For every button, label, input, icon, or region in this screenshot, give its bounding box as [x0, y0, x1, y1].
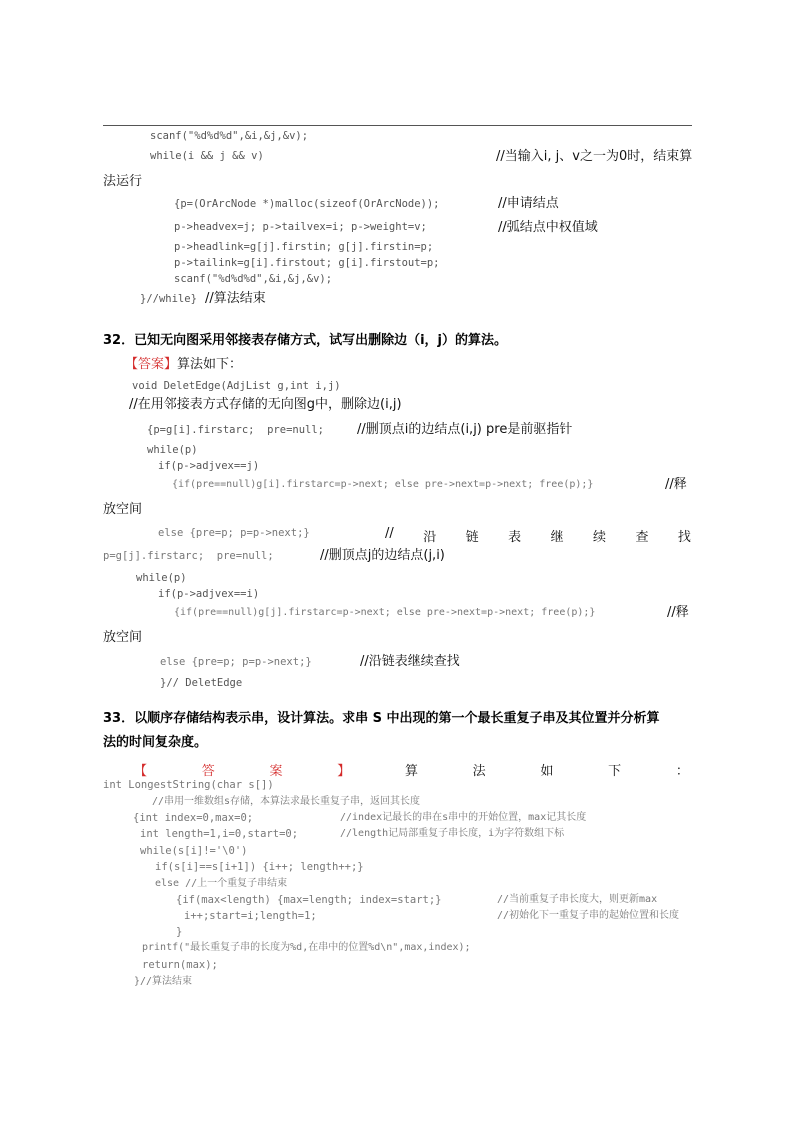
code-line: else //上一个重复子串结束 — [155, 878, 288, 889]
answer-spread — [134, 760, 689, 779]
comment-char: 查 — [635, 530, 649, 545]
code-line: scanf("%d%d%d",&i,&j,&v); — [174, 273, 333, 285]
code-line: p->headvex=j; p->tailvex=i; p->weight=v; — [174, 221, 427, 233]
code-line: {if(pre==null)g[j].firstarc=p->next; else pre->next=p->next; free(p);} — [174, 607, 596, 618]
code-line: if(s[i]==s[i+1]) {i++; length++;} — [155, 861, 364, 873]
code-line: }//while} — [140, 293, 197, 305]
answer-char: 算 — [404, 764, 418, 779]
question-33-title: 33．以顺序存储结构表示串，设计算法。求串 S 中出现的第一个最长重复子串及其位置并分析算 — [103, 711, 660, 726]
comment-char: 找 — [677, 530, 691, 545]
code-line: }// DeletEdge — [160, 677, 243, 689]
code-comment: //当前重复子串长度大，则更新max — [497, 894, 658, 905]
code-line: }//算法结束 — [134, 976, 193, 987]
answer-line — [125, 358, 242, 371]
code-line: } — [176, 926, 183, 938]
code-line: while(p) — [136, 572, 187, 584]
code-comment: //在用邻接表方式存储的无向图g中，删除边(i,j) — [129, 397, 402, 412]
comment-char: 表 — [508, 530, 522, 545]
answer-label-char: 案 — [269, 764, 283, 779]
comment-char: 链 — [465, 530, 479, 545]
code-comment: //沿链表继续查找 — [360, 654, 460, 669]
comment-char: // — [385, 526, 394, 541]
answer-label-char: 答 — [201, 764, 215, 779]
code-comment: //当输入i, j、v之一为0时，结束算 — [496, 149, 693, 164]
answer-label-char: 】 — [337, 764, 351, 779]
code-comment: //删顶点j的边结点(j,i) — [320, 548, 445, 563]
code-line: scanf("%d%d%d",&i,&j,&v); — [150, 130, 309, 142]
answer-char: ： — [675, 764, 689, 779]
comment-spread — [385, 526, 691, 545]
code-line: {if(pre==null)g[i].firstarc=p->next; else pre->next=p->next; free(p);} — [172, 479, 594, 490]
code-line: {int index=0,max=0; — [133, 812, 254, 824]
comment-char: 继 — [550, 530, 564, 545]
code-line: printf("最长重复子串的长度为%d,在串中的位置%d\n",max,index); — [142, 942, 471, 953]
answer-char: 如 — [540, 764, 554, 779]
code-line: while(s[i]!='\0') — [140, 845, 248, 857]
code-line: int LongestString(char s[]) — [103, 779, 274, 791]
code-comment: //删顶点i的边结点(i,j) pre是前驱指针 — [357, 422, 573, 437]
code-line: {if(max<length) {max=length; index=start;} — [176, 894, 442, 906]
comment-char: 沿 — [423, 530, 437, 545]
code-line: {p=(OrArcNode *)malloc(sizeof(OrArcNode)); — [174, 198, 440, 210]
question-32-title: 32．已知无向图采用邻接表存储方式，试写出删除边（i，j）的算法。 — [103, 333, 508, 348]
code-comment: //释 — [665, 477, 687, 492]
comment-char: 续 — [593, 530, 607, 545]
code-line: return(max); — [142, 959, 218, 971]
answer-label: 【答案】 — [125, 357, 178, 372]
code-line: else {pre=p; p=p->next;} — [160, 656, 312, 668]
question-33-title-cont: 法的时间复杂度。 — [103, 735, 208, 750]
answer-label-char: 【 — [134, 764, 148, 779]
code-comment: //申请结点 — [498, 196, 559, 211]
code-line: p=g[j].firstarc; pre=null; — [103, 550, 274, 562]
code-comment: //算法结束 — [205, 291, 266, 306]
text-line: 放空间 — [103, 502, 143, 517]
answer-char: 法 — [472, 764, 486, 779]
code-line: if(p->adjvex==j) — [158, 460, 260, 472]
code-line: while(p) — [147, 444, 198, 456]
code-line: void DeletEdge(AdjList g,int i,j) — [132, 380, 341, 392]
text-line: 法运行 — [103, 174, 143, 189]
code-line: i++;start=i;length=1; — [184, 910, 317, 922]
code-line: {p=g[i].firstarc; pre=null; — [147, 424, 325, 436]
code-comment: //弧结点中权值域 — [498, 220, 598, 235]
code-line: while(i && j && v) — [150, 150, 264, 162]
code-line: if(p->adjvex==i) — [158, 588, 260, 600]
code-comment: //length记局部重复子串长度，i为字符数组下标 — [340, 828, 565, 839]
text-line: 放空间 — [103, 630, 143, 645]
code-line: p->tailink=g[i].firstout; g[i].firstout=p; — [174, 257, 440, 269]
code-line: p->headlink=g[j].firstin; g[j].firstin=p; — [174, 241, 434, 253]
code-comment: //初始化下一重复子串的起始位置和长度 — [497, 910, 680, 921]
answer-text: 算法如下： — [177, 357, 243, 372]
code-line: else {pre=p; p=p->next;} — [158, 527, 310, 539]
code-comment: //释 — [667, 605, 689, 620]
code-line: int length=1,i=0,start=0; — [140, 828, 299, 840]
answer-char: 下 — [608, 764, 622, 779]
header-rule — [103, 125, 692, 126]
code-comment: //index记最长的串在s串中的开始位置，max记其长度 — [340, 812, 587, 823]
code-comment: //串用一维数组s存储，本算法求最长重复子串，返回其长度 — [152, 796, 421, 807]
